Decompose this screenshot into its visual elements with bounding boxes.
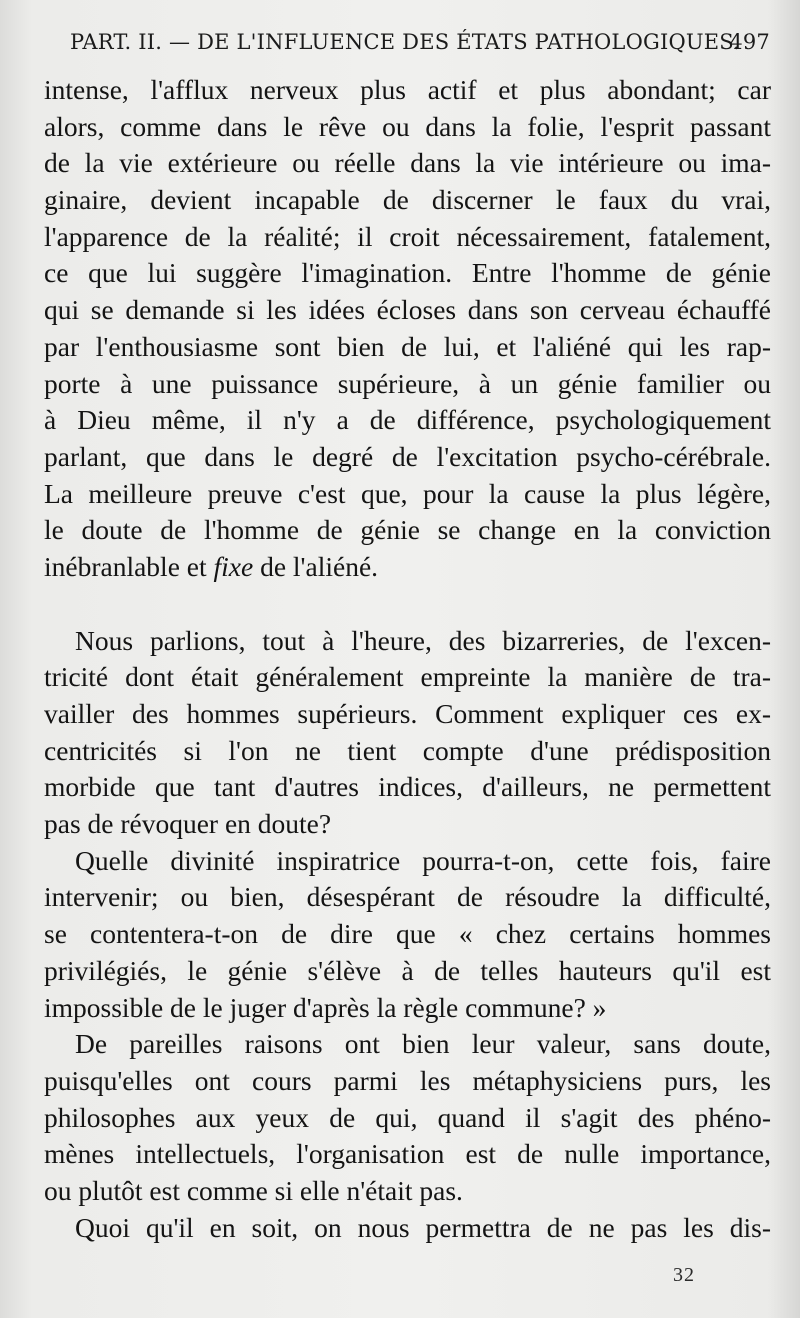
text-line: qui se demande si les idées écloses dans son cerveau échauffé: [44, 294, 771, 326]
text-line: porte à une puissance supérieure, à un génie familier ou: [44, 367, 771, 399]
text-line: De pareilles raisons ont bien leur valeur, sans doute,: [75, 1028, 771, 1060]
text-line: [44, 549, 771, 586]
text-line: l'apparence de la réalité; il croit nécessairement, fatalement,: [44, 220, 771, 252]
emphasis-word: fixe: [213, 550, 254, 582]
running-header: [70, 30, 770, 54]
text-line: de la vie extérieure ou réelle dans la vie intérieure ou ima-: [44, 147, 771, 179]
paragraph-gap: [44, 586, 771, 623]
signature-mark: 32: [673, 1264, 695, 1286]
text-run: de l'aliéné.: [253, 550, 379, 582]
text-line: le doute de l'homme de génie se change en la conviction: [44, 514, 771, 546]
text-line: ginaire, devient incapable de discerner le faux du vrai,: [44, 184, 771, 216]
text-line: ce que lui suggère l'imagination. Entre l'homme de génie: [44, 257, 771, 289]
text-line: Quoi qu'il en soit, on nous permettra de ne pas les dis-: [75, 1211, 771, 1243]
text-line: centricités si l'on ne tient compte d'une prédisposition: [44, 734, 771, 766]
text-line: à Dieu même, il n'y a de différence, psychologiquement: [44, 404, 771, 436]
text-line: mènes intellectuels, l'organisation est de nulle importance,: [44, 1138, 771, 1170]
text-line: philosophes aux yeux de qui, quand il s'agit des phéno-: [44, 1101, 771, 1133]
text-line: pas de révoquer en doute?: [44, 808, 332, 840]
text-line: alors, comme dans le rêve ou dans la folie, l'esprit passant: [44, 110, 771, 142]
text-line: morbide que tant d'autres indices, d'ailleurs, ne permettent: [44, 771, 771, 803]
running-title: PART. II. — DE L'INFLUENCE DES ÉTATS PATHOLOGIQUES.: [70, 30, 741, 54]
text-line: privilégiés, le génie s'élève à de telles hauteurs qu'il est: [44, 954, 771, 986]
text-line: vailler des hommes supérieurs. Comment expliquer ces ex-: [44, 698, 771, 729]
text-line: tricité dont était généralement empreinte la manière de tra-: [44, 661, 771, 693]
text-line: par l'enthousiasme sont bien de lui, et l'aliéné qui les rap-: [44, 330, 771, 362]
text-line: puisqu'elles ont cours parmi les métaphysiciens purs, les: [44, 1064, 771, 1096]
text-line: ou plutôt est comme si elle n'était pas.: [44, 1174, 463, 1206]
body-text: [44, 72, 771, 1246]
text-line: La meilleure preuve c'est que, pour la cause la plus légère,: [44, 477, 771, 509]
text-line: parlant, que dans le degré de l'excitation psycho-cérébrale.: [44, 440, 771, 472]
page-number: 497: [729, 30, 770, 54]
text-line: intervenir; ou bien, désespérant de résoudre la difficulté,: [44, 881, 771, 913]
text-line: Quelle divinité inspiratrice pourra-t-on, cette fois, faire: [75, 844, 771, 876]
text-line: se contentera-t-on de dire que « chez certains hommes: [44, 918, 771, 950]
text-run: inébranlable et: [44, 550, 214, 582]
text-line: intense, l'afflux nerveux plus actif et plus abondant; car: [44, 74, 771, 105]
text-line: Nous parlions, tout à l'heure, des bizarreries, de l'excen-: [75, 624, 771, 656]
text-line: impossible de le juger d'après la règle commune? »: [44, 991, 607, 1023]
